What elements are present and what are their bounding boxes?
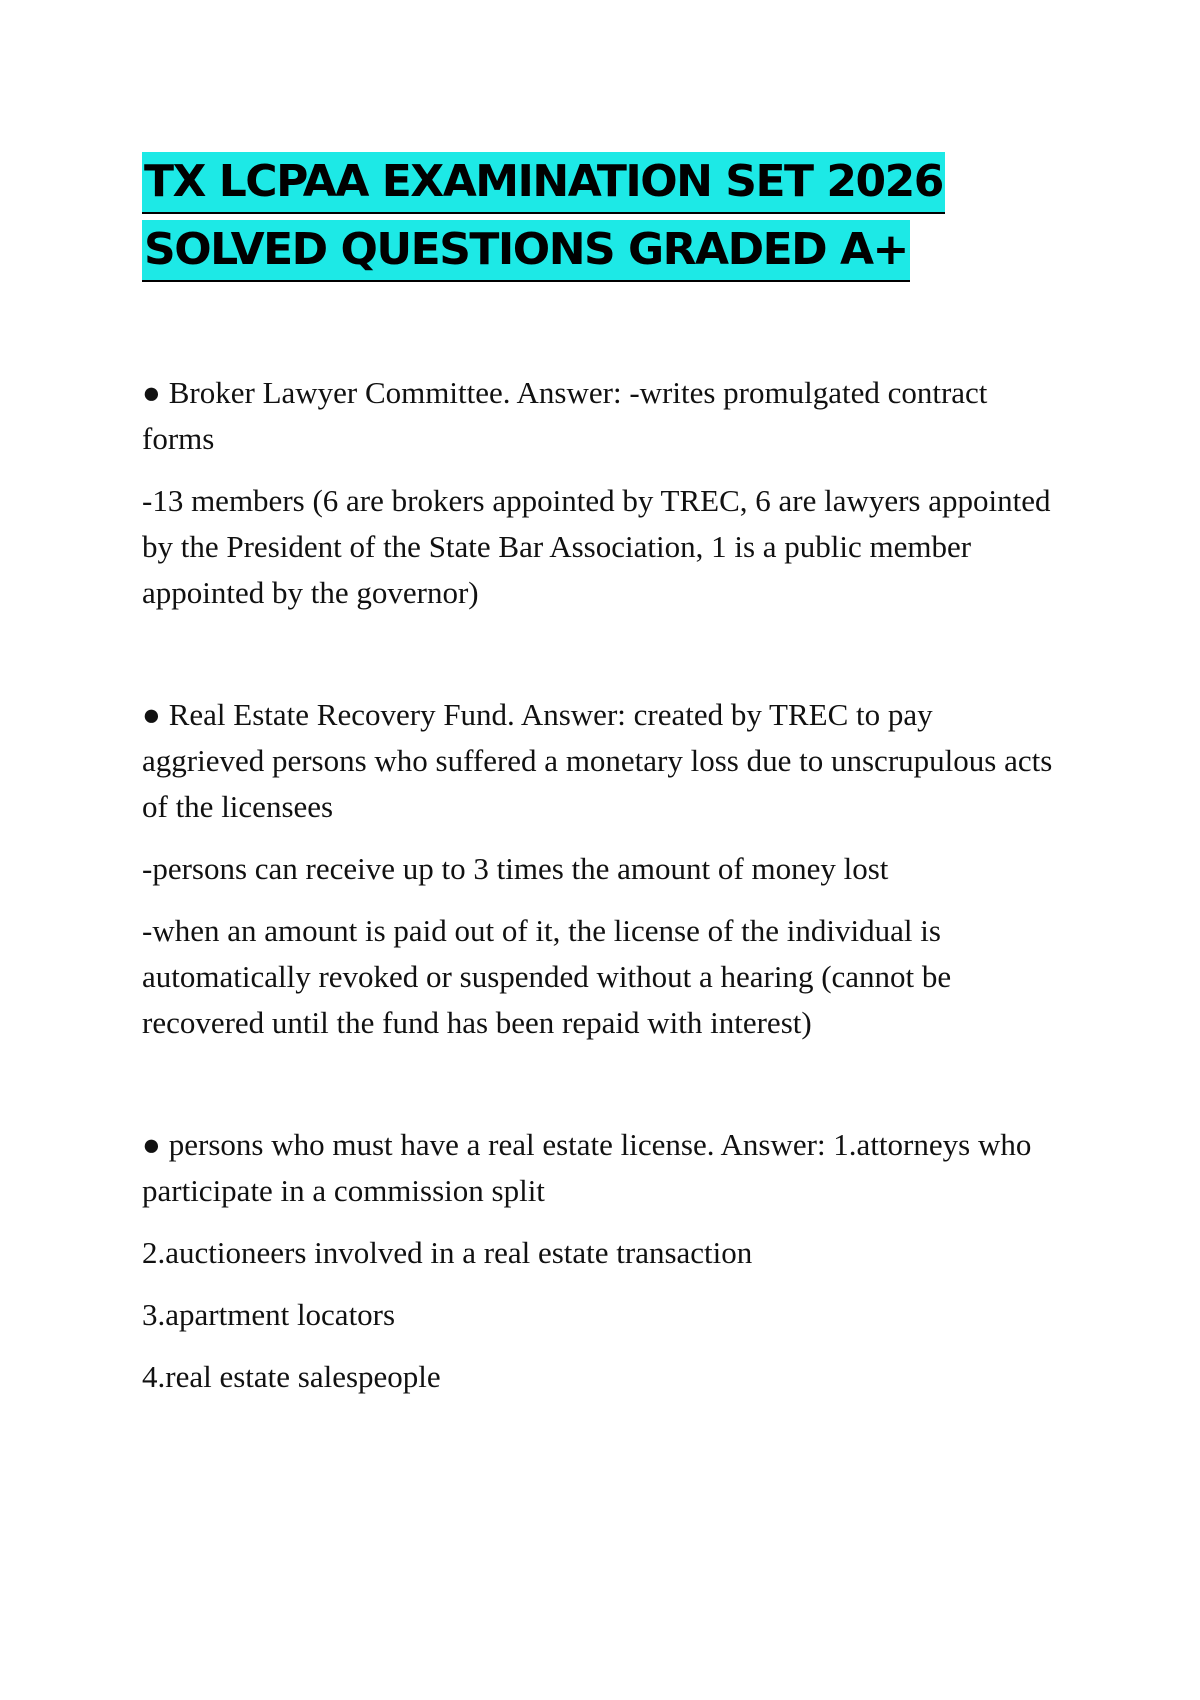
document-title	[142, 152, 1042, 288]
title-line-2: SOLVED QUESTIONS GRADED A+	[142, 220, 910, 282]
question-list	[142, 370, 1062, 1416]
bullet-icon: ●	[142, 697, 161, 732]
title-line-1: TX LCPAA EXAMINATION SET 2026	[142, 152, 945, 214]
bullet-icon: ●	[142, 375, 161, 410]
question-item-broker-lawyer-committee	[142, 370, 1062, 616]
answer-detail: -persons can receive up to 3 times the amount of money lost	[142, 851, 889, 886]
answer-detail: 2.auctioneers involved in a real estate transaction	[142, 1235, 753, 1270]
answer-detail: -when an amount is paid out of it, the license of the individual is automatically revoked or suspended without a hearing (cannot be recovered until the fund has been repaid with interest)	[142, 913, 952, 1040]
answer-detail: 3.apartment locators	[142, 1297, 396, 1332]
question-text: ● Real Estate Recovery Fund. Answer: created by TREC to pay aggrieved persons who suffered a monetary loss due to unscrupulous acts of the licensees	[142, 697, 1053, 824]
answer-detail: 4.real estate salespeople	[142, 1359, 441, 1394]
question-text: ● persons who must have a real estate license. Answer: 1.attorneys who participate in a commission split	[142, 1127, 1032, 1208]
question-text: ● Broker Lawyer Committee. Answer: -writes promulgated contract forms	[142, 375, 988, 456]
answer-detail: -13 members (6 are brokers appointed by TREC, 6 are lawyers appointed by the President of the State Bar Association, 1 is a public member appointed by the governor)	[142, 483, 1051, 610]
question-item-persons-requiring-license	[142, 1122, 1062, 1400]
question-item-real-estate-recovery-fund	[142, 692, 1062, 1046]
bullet-icon: ●	[142, 1127, 161, 1162]
